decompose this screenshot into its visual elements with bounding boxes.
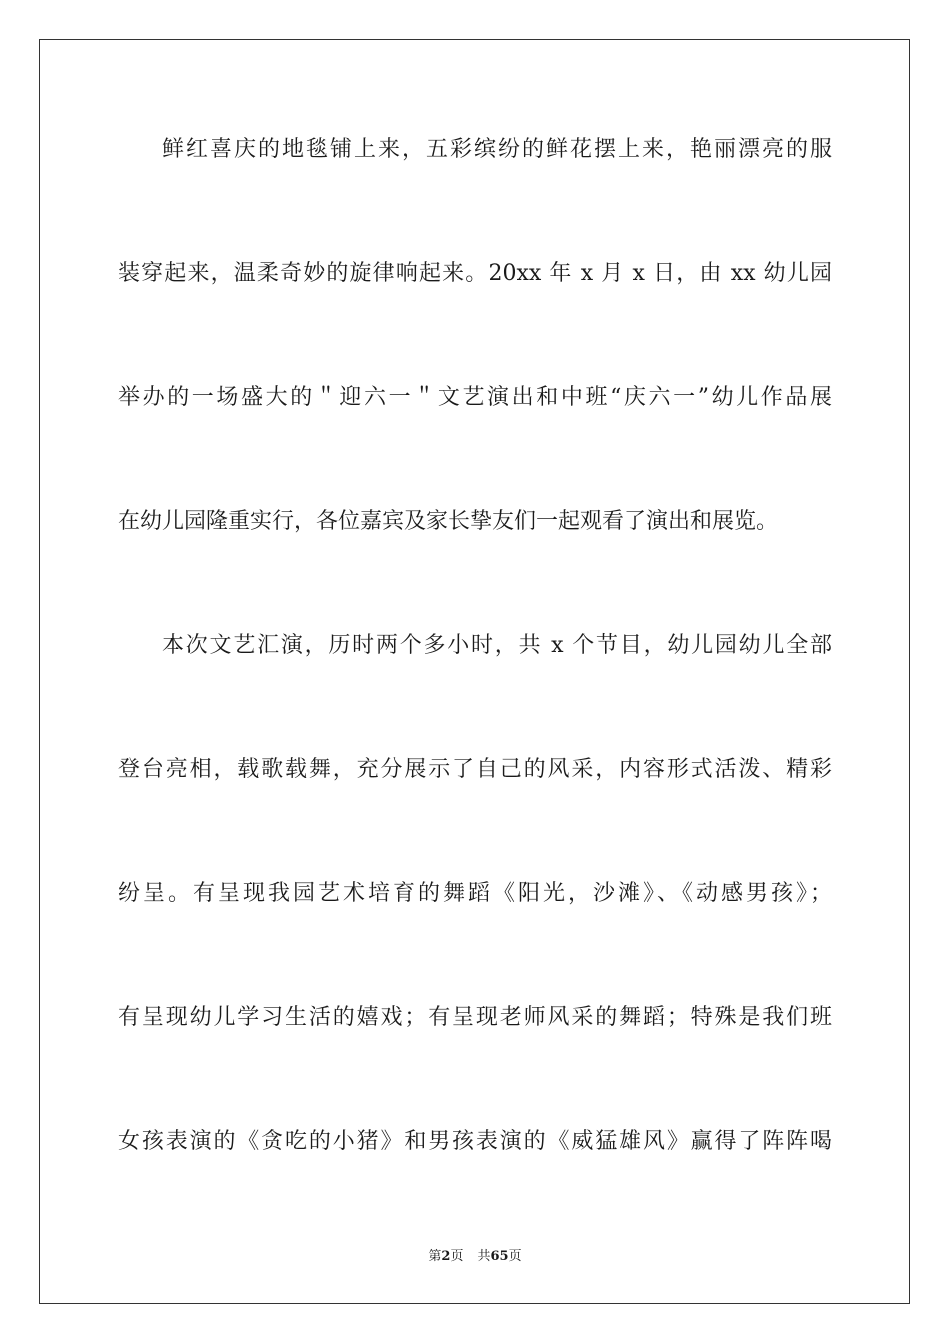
footer-page-number: 2 (441, 1249, 451, 1264)
paragraph-1-line-1: 鲜红喜庆的地毯铺上来，五彩缤纷的鲜花摆上来，艳丽漂亮的服 (162, 137, 832, 162)
paragraph-2-line-2: 登台亮相，载歌载舞，充分展示了自己的风采，内容形式活泼、精彩 (118, 757, 832, 782)
footer-page-suffix: 页 (450, 1249, 464, 1264)
footer-page-prefix: 第 (428, 1249, 442, 1264)
paragraph-1-line-2: 装穿起来，温柔奇妙的旋律响起来。20xx 年 x 月 x 日，由 xx 幼儿园 (118, 261, 832, 286)
footer-total-pages: 65 (490, 1249, 509, 1264)
paragraph-2-line-1: 本次文艺汇演，历时两个多小时，共 x 个节目，幼儿园幼儿全部 (162, 633, 832, 658)
paragraph-1-line-3: 举办的一场盛大的＂迎六一＂文艺演出和中班“庆六一”幼儿作品展 (118, 385, 832, 410)
paragraph-1-line-4: 在幼儿园隆重实行，各位嘉宾及家长挚友们一起观看了演出和展览。 (118, 509, 779, 534)
footer-total-prefix: 共 (477, 1249, 491, 1264)
footer-total-suffix: 页 (508, 1249, 522, 1264)
paragraph-2-line-3: 纷呈。有呈现我园艺术培育的舞蹈《阳光，沙滩》、《动感男孩》； (118, 881, 832, 906)
paragraph-2-line-4: 有呈现幼儿学习生活的嬉戏；有呈现老师风采的舞蹈；特殊是我们班 (118, 1005, 832, 1030)
page-border (39, 39, 910, 1304)
paragraph-2-line-5: 女孩表演的《贪吃的小猪》和男孩表演的《威猛雄风》赢得了阵阵喝 (118, 1129, 832, 1154)
page-footer (0, 1248, 950, 1266)
